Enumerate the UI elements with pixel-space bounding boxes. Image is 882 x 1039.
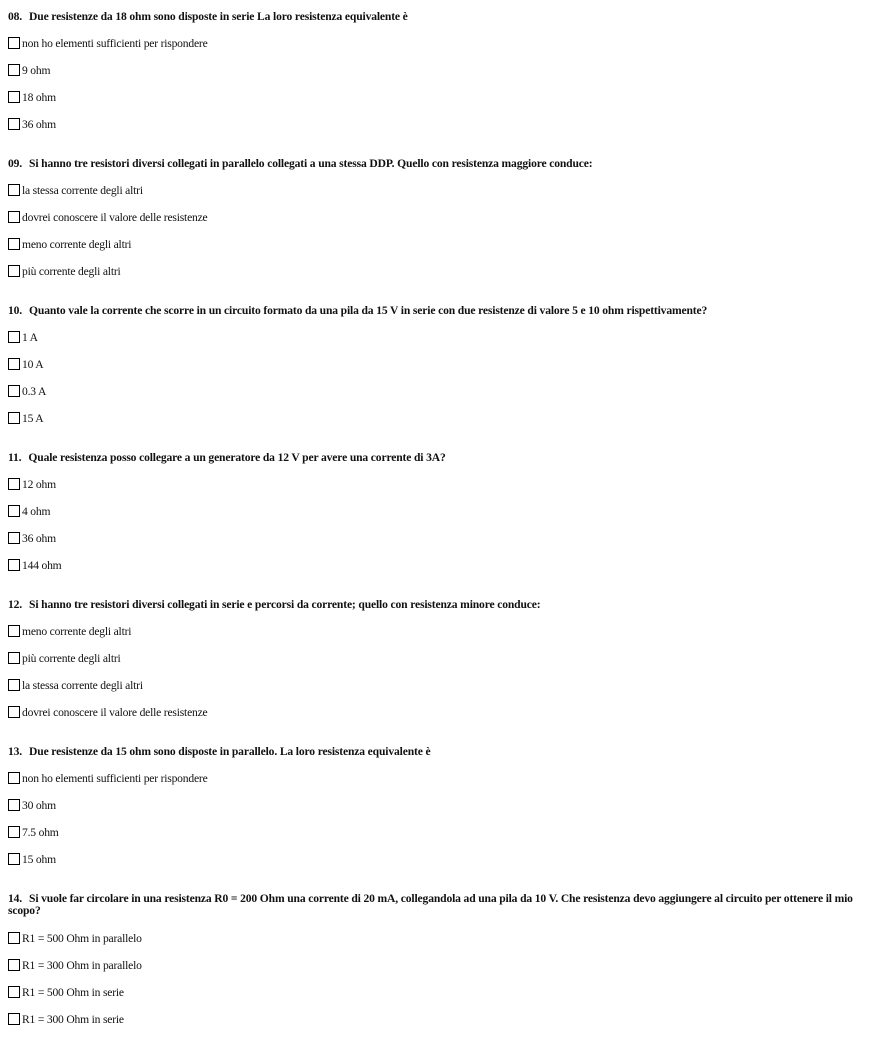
answer-option[interactable] [8,504,50,518]
answer-checkbox[interactable] [8,932,20,944]
answer-label: 36 ohm [22,117,56,131]
answer-option[interactable] [8,798,56,812]
answer-label: 1 A [22,330,38,344]
answer-checkbox[interactable] [8,118,20,130]
answer-label: 18 ohm [22,90,56,104]
answer-option[interactable] [8,531,56,545]
answer-label: la stessa corrente degli altri [22,678,143,692]
answer-option[interactable] [8,384,46,398]
question-number: 11. [8,451,22,464]
question-number: 14. [8,892,23,905]
question-number: 12. [8,598,23,611]
answer-label: 15 A [22,411,44,425]
question-text: Quale resistenza posso collegare a un generatore da 12 V per avere una corrente di 3A? [28,451,446,464]
answer-checkbox[interactable] [8,238,20,250]
answer-checkbox[interactable] [8,986,20,998]
answer-option[interactable] [8,852,56,866]
answer-option[interactable] [8,90,56,104]
answer-checkbox[interactable] [8,772,20,784]
answer-option[interactable] [8,237,131,251]
answer-label: 9 ohm [22,63,51,77]
answer-label: R1 = 500 Ohm in serie [22,985,124,999]
answer-checkbox[interactable] [8,679,20,691]
answer-option[interactable] [8,678,143,692]
answer-option[interactable] [8,477,56,491]
answer-option[interactable] [8,264,121,278]
answer-label: la stessa corrente degli altri [22,183,143,197]
answer-option[interactable] [8,330,38,344]
question-number: 10. [8,304,23,317]
question-title [8,599,874,611]
answer-option[interactable] [8,771,208,785]
answer-label: 10 A [22,357,44,371]
question-13 [8,745,874,866]
answer-checkbox[interactable] [8,532,20,544]
question-14 [8,892,874,1026]
question-title [8,746,874,758]
question-number: 09. [8,157,23,170]
answer-option[interactable] [8,985,124,999]
answer-option[interactable] [8,357,43,371]
answer-checkbox[interactable] [8,358,20,370]
answer-option[interactable] [8,705,208,719]
answer-checkbox[interactable] [8,37,20,49]
question-11 [8,451,874,572]
answer-option[interactable] [8,1012,124,1026]
answer-label: R1 = 300 Ohm in parallelo [22,958,142,972]
answer-checkbox[interactable] [8,625,20,637]
question-text: Due resistenze da 18 ohm sono disposte in serie La loro resistenza equivalente è [29,10,408,23]
answer-checkbox[interactable] [8,959,20,971]
question-text: Si hanno tre resistori diversi collegati in parallelo collegati a una stessa DDP. Quello con resistenza maggiore conduce: [29,157,593,170]
answer-checkbox[interactable] [8,505,20,517]
question-number: 13. [8,745,23,758]
answer-option[interactable] [8,63,50,77]
question-08 [8,10,874,131]
answer-label: 12 ohm [22,477,56,491]
answer-checkbox[interactable] [8,64,20,76]
answer-label: dovrei conoscere il valore delle resistenze [22,210,208,224]
answer-label: più corrente degli altri [22,651,121,665]
answer-checkbox[interactable] [8,652,20,664]
question-title [8,452,874,464]
answer-label: più corrente degli altri [22,264,121,278]
answer-option[interactable] [8,558,62,572]
answer-label: 15 ohm [22,852,56,866]
answer-option[interactable] [8,36,208,50]
answer-label: 4 ohm [22,504,51,518]
answer-label: dovrei conoscere il valore delle resistenze [22,705,208,719]
question-text: Si vuole far circolare in una resistenza R0 = 200 Ohm una corrente di 20 mA, collegandola ad una pila da 10 V. Che resistenza devo aggiungere al circuito per ottenere il mio scopo? [8,892,853,917]
question-12 [8,598,874,719]
question-text: Quanto vale la corrente che scorre in un circuito formato da una pila da 15 V in serie con due resistenze di valore 5 e 10 ohm rispettivamente? [29,304,708,317]
answer-label: 0.3 A [22,384,47,398]
answer-option[interactable] [8,411,43,425]
answer-label: 30 ohm [22,798,56,812]
answer-label: 36 ohm [22,531,56,545]
answer-option[interactable] [8,825,59,839]
question-text: Si hanno tre resistori diversi collegati in serie e percorsi da corrente; quello con resistenza minore conduce: [29,598,541,611]
answer-checkbox[interactable] [8,799,20,811]
question-title [8,158,874,170]
question-title [8,11,874,23]
question-10 [8,304,874,425]
question-09 [8,157,874,278]
answer-label: 144 ohm [22,558,62,572]
answer-label: 7.5 ohm [22,825,59,839]
answer-label: meno corrente degli altri [22,237,132,251]
answer-option[interactable] [8,210,208,224]
answer-checkbox[interactable] [8,331,20,343]
answer-checkbox[interactable] [8,559,20,571]
answer-option[interactable] [8,624,131,638]
answer-label: non ho elementi sufficienti per rispondere [22,771,208,785]
question-title [8,305,874,317]
answer-option[interactable] [8,931,142,945]
answer-label: R1 = 500 Ohm in parallelo [22,931,142,945]
answer-checkbox[interactable] [8,706,20,718]
question-text: Due resistenze da 15 ohm sono disposte in parallelo. La loro resistenza equivalente è [29,745,431,758]
answer-checkbox[interactable] [8,385,20,397]
question-title [8,893,874,917]
answer-checkbox[interactable] [8,91,20,103]
answer-checkbox[interactable] [8,853,20,865]
answer-option[interactable] [8,958,142,972]
answer-option[interactable] [8,651,121,665]
answer-checkbox[interactable] [8,826,20,838]
answer-checkbox[interactable] [8,1013,20,1025]
answer-label: R1 = 300 Ohm in serie [22,1012,124,1026]
answer-option[interactable] [8,183,143,197]
answer-checkbox[interactable] [8,211,20,223]
answer-checkbox[interactable] [8,184,20,196]
answer-label: meno corrente degli altri [22,624,132,638]
answer-label: non ho elementi sufficienti per rispondere [22,36,208,50]
answer-checkbox[interactable] [8,412,20,424]
question-number: 08. [8,10,23,23]
answer-checkbox[interactable] [8,265,20,277]
answer-checkbox[interactable] [8,478,20,490]
answer-option[interactable] [8,117,56,131]
